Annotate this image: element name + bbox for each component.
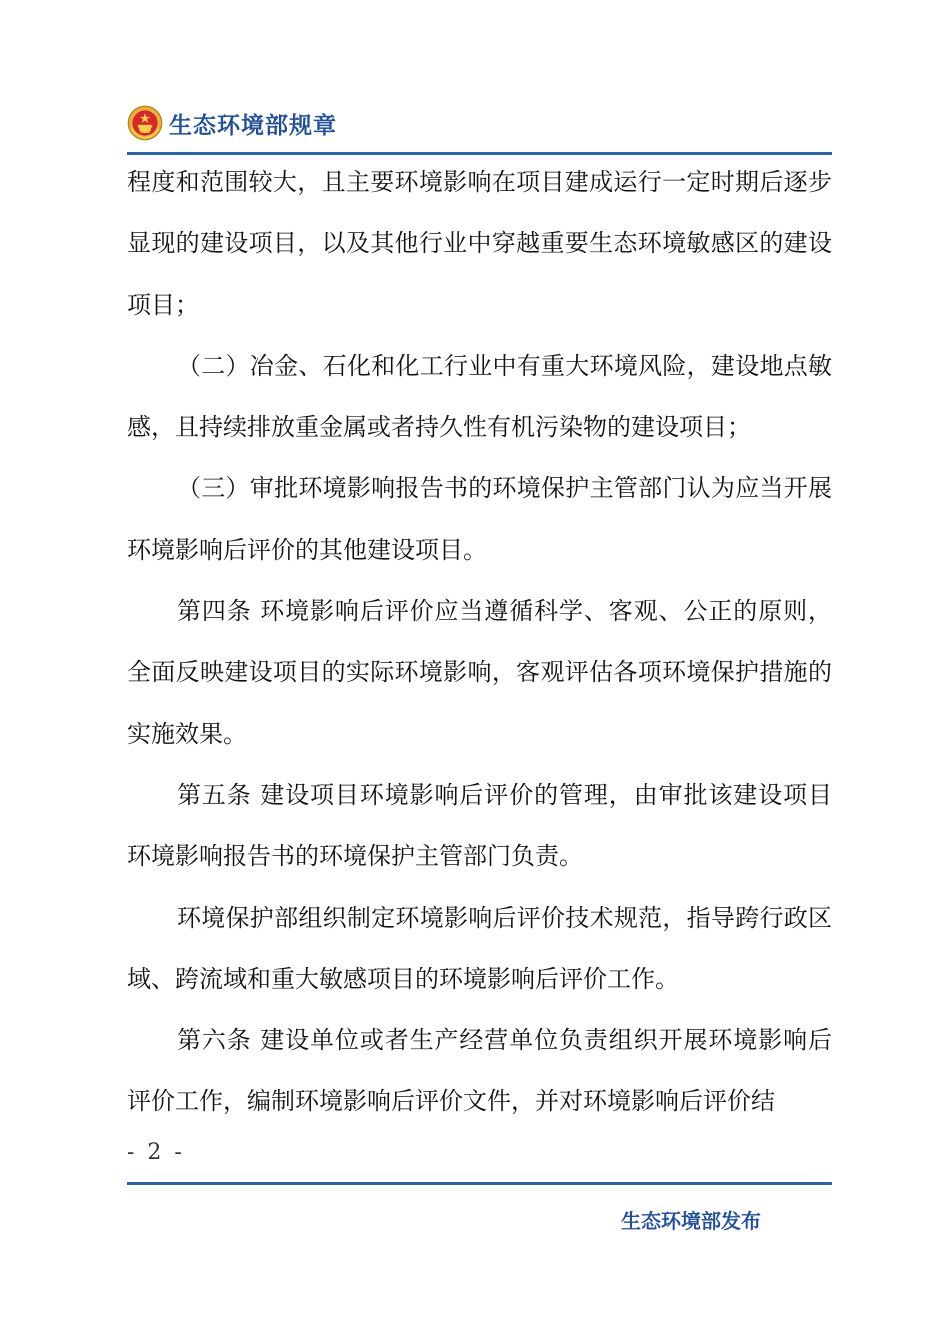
- document-body: [127, 152, 832, 1133]
- paragraph: （三）审批环境影响报告书的环境保护主管部门认为应当开展环境影响后评价的其他建设项目。: [127, 474, 832, 564]
- page-number: - 2 -: [127, 1140, 185, 1165]
- header-title: 生态环境部规章: [169, 112, 337, 139]
- page-header: [127, 101, 337, 145]
- paragraph: 第六条 建设单位或者生产经营单位负责组织开展环境影响后评价工作，编制环境影响后评价文件，并对环境影响后评价结: [127, 1026, 832, 1116]
- paragraph: 第四条 环境影响后评价应当遵循科学、客观、公正的原则，全面反映建设项目的实际环境影响，客观评估各项环境保护措施的实施效果。: [127, 597, 832, 748]
- paragraph: 环境保护部组织制定环境影响后评价技术规范，指导跨行政区域、跨流域和重大敏感项目的环境影响后评价工作。: [127, 903, 832, 993]
- national-emblem-icon: [127, 105, 163, 141]
- footer-divider: [127, 1182, 832, 1185]
- paragraph: 程度和范围较大，且主要环境影响在项目建成运行一定时期后逐步显现的建设项目，以及其他行业中穿越重要生态环境敏感区的建设项目；: [127, 168, 832, 319]
- footer-publisher: 生态环境部发布: [621, 1209, 761, 1233]
- paragraph: 第五条 建设项目环境影响后评价的管理，由审批该建设项目环境影响报告书的环境保护主管部门负责。: [127, 780, 832, 871]
- paragraph: （二）冶金、石化和化工行业中有重大环境风险，建设地点敏感，且持续排放重金属或者持久性有机污染物的建设项目；: [127, 351, 832, 442]
